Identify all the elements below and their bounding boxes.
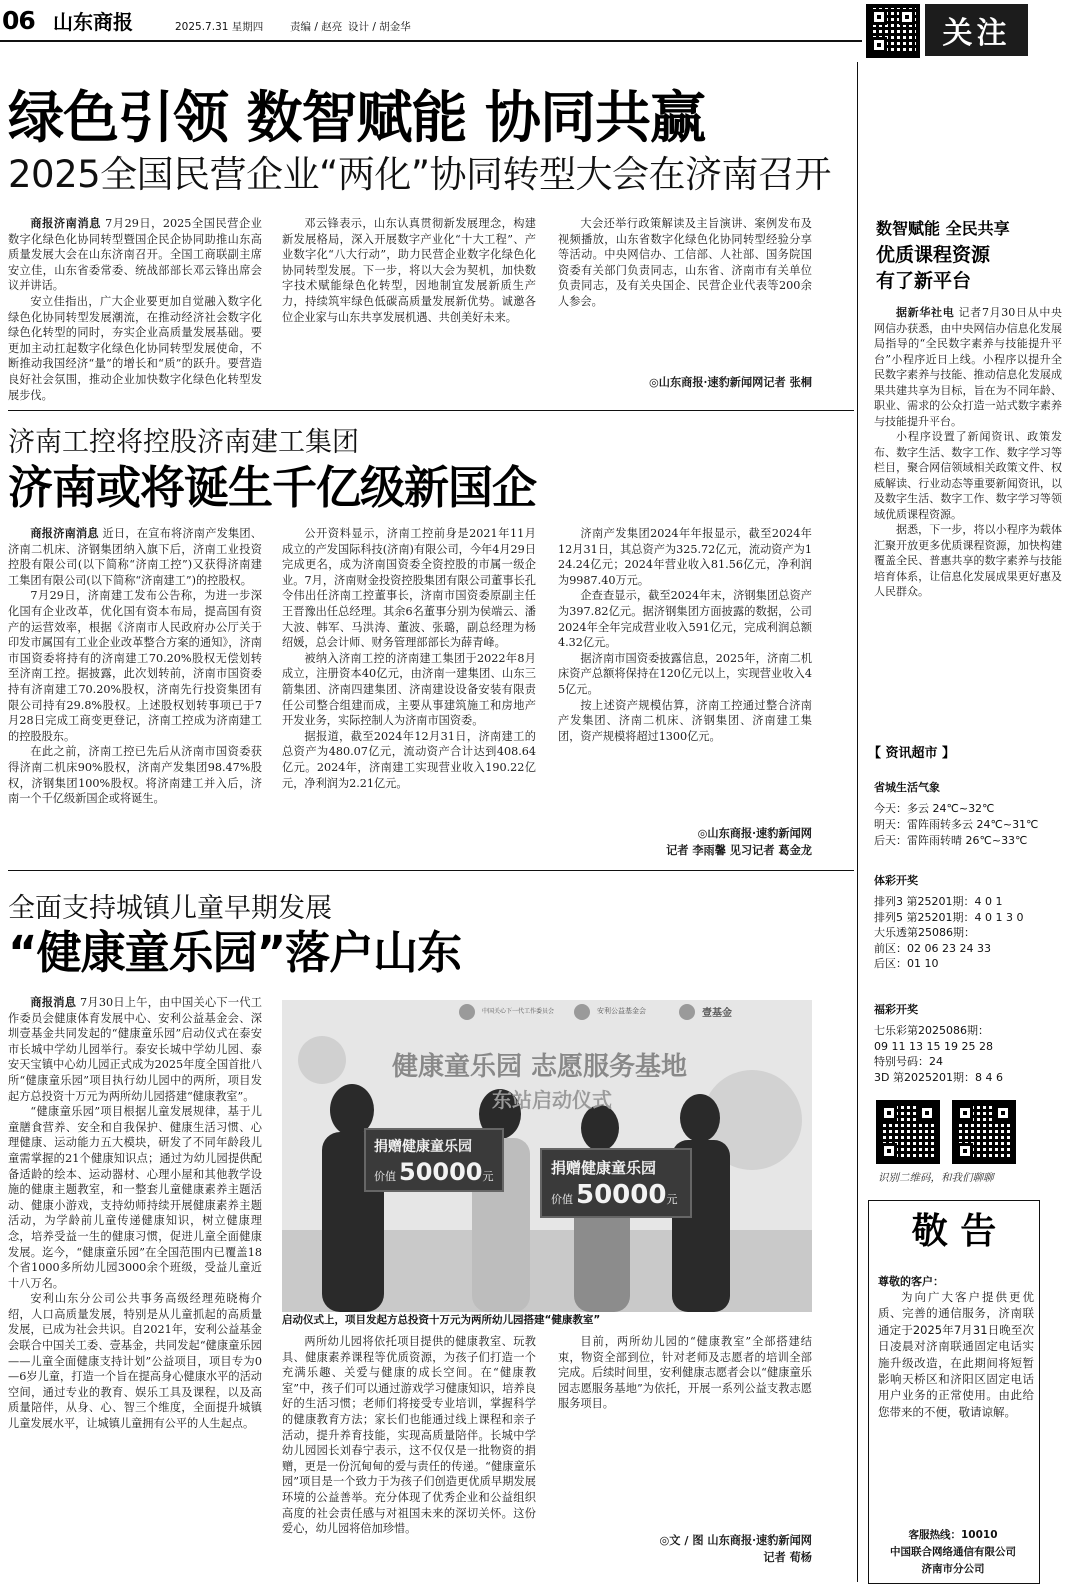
article1-col2 — [282, 216, 536, 403]
lottery-item: 前区：02 06 23 24 33 — [874, 941, 991, 955]
article2-paragraph: 被纳入济南工控的济南建工集团于2022年8月成立，注册资本40亿元，由济南一建集团、山东三箭集团、济南四建集团、济南建设设备安装有限责任公司整合组建而成，主要从事建筑施工和房地产开发业务，实际控制人为济南市国资委。 — [282, 651, 536, 728]
welfare-lottery-title: 福彩开奖 — [874, 1003, 918, 1016]
article2-kicker: 济南工控将控股济南建工集团 — [8, 427, 359, 458]
article1-lead: 商报济南消息 — [30, 216, 101, 230]
article3-col2 — [282, 1334, 536, 1580]
newspaper-name: 山东商报 — [53, 10, 133, 34]
sidebar-article-title: 数智赋能 全民共享 — [876, 219, 1010, 238]
app-qr-code — [952, 1100, 1016, 1164]
article1-paragraph: 安立佳指出，广大企业要更加自觉融入数字化绿色化协同转型发展潮流，在推动经济社会数字化绿色化转型的同时，夯实企业高质量发展基础。要更加主动扛起数字化绿色化协同转型发展使命，不断推动我国经济“量”的增长和“质”的跃升。要营造良好社会氛围，推动企业加快数字化绿色化转型发展步伐。 — [8, 294, 262, 402]
weather-item: 后天：雷阵雨转晴 26℃~33℃ — [874, 834, 1028, 847]
article1-subtitle: 2025全国民营企业“两化”协同转型大会在济南召开 — [8, 153, 831, 196]
article2-paragraph: 据报道，截至2024年12月31日，济南建工的总资产为480.07亿元，流动资产合计达到408.64亿元。2024年，济南建工实现营业收入190.22亿元，净利润为2.21亿元。 — [282, 729, 536, 790]
sports-lottery-title: 体彩开奖 — [874, 874, 918, 887]
article2-paragraph: 企查查显示，截至2024年末，济钢集团总资产为397.82亿元。据济钢集团方面披露的数据，公司2024年全年完成营业收入591亿元，完成利润总额4.32亿元。 — [558, 589, 812, 650]
sidebar-article-lead: 据新华社电 — [896, 306, 955, 319]
photo-backdrop-banner: 东站启动仪式 — [492, 1088, 612, 1112]
notice-body — [878, 1289, 1034, 1497]
section-tag-label: 关注 — [942, 16, 1011, 51]
notice-company: 中国联合网络通信有限公司 — [890, 1546, 1016, 1558]
article2-title: 济南或将诞生千亿级新国企 — [8, 461, 537, 514]
notice-box — [868, 1200, 1040, 1584]
notice-hotline: 客服热线：10010 — [908, 1529, 998, 1541]
donation-board-unit: 元 — [666, 1193, 678, 1206]
article3-col3 — [558, 1334, 812, 1514]
article3-byline: ◎文 / 图 山东商报·速豹新闻网 — [659, 1533, 812, 1547]
article2-col3 — [558, 526, 812, 826]
article1-paragraph: 邓云锋表示，山东认真贯彻新发展理念，构建新发展格局，深入开展数字产业化“十大工程”、产业数字化“八大行动”，助力民营企业数字化绿色化协同转型发展。下一步，将以大会为契机，加快数字技术赋能绿色化转型，因地制宜发展新质生产力，持续筑牢绿色低碳高质量发展新优势。诚邀各位企业家与山东共享发展机遇、共创美好未来。 — [282, 217, 536, 324]
donation-board — [364, 1128, 504, 1192]
welfare-lottery-list — [874, 1023, 1003, 1085]
column-divider — [857, 62, 858, 1582]
lottery-item: 09 11 13 15 19 25 28 — [874, 1039, 993, 1053]
article1-col3 — [558, 216, 812, 376]
section-tag — [925, 4, 1028, 56]
article2-paragraph: 据济南市国资委披露信息，2025年，济南二机床资产总额将保持在120亿元以上，实现营业收入45亿元。 — [558, 651, 812, 696]
sports-lottery-list — [874, 894, 1023, 972]
lottery-item: 排列5 第25201期：4 0 1 3 0 — [874, 910, 1024, 924]
article2-lead: 商报济南消息 — [30, 526, 99, 540]
sidebar-article-paragraph: 记者7月30日从中央网信办获悉，由中央网信办信息化发展局指导的“全民数字素养与技能提升平台”小程序近日上线。小程序以提升全民数字素养与技能、推动信息化发展成果共建共享为目标，旨在为不同年龄、职业、需求的公众打造一站式数字素养与技能提升平台。 — [874, 306, 1062, 428]
editor-credit: 责编 / 赵亮 — [290, 21, 343, 33]
wechat-qr-code — [876, 1100, 940, 1164]
sidebar-article-paragraph: 小程序设置了新闻资讯、政策发布、数字生活、数字工作、数字学习等栏目，聚合网信领域相关政策文件、权威解读、行业动态等重要新闻资讯，以及数字生活、数字工作、数字学习等领域优质课程资源。 — [874, 430, 1062, 521]
article1-paragraph: 7月29日，2025全国民营企业数字化绿色化协同转型暨国企民企协同助推山东高质量发展大会在山东济南召开。全国工商联副主席安立佳，山东省委常委、统战部部长邓云锋出席会议并讲话。 — [8, 217, 262, 293]
lottery-item: 大乐透第25086期： — [874, 926, 975, 939]
donation-board-title: 捐赠健康童乐园 — [374, 1139, 472, 1155]
article3-paragraph: “健康童乐园”项目根据儿童发展规律，基于儿童膳食营养、安全和自我保护、健康生活习惯、心理健康、运动能力五大模块，研发了不同年龄段儿童需掌握的21个健康知识点；通过为幼儿园提供配备适龄的绘本、运动器材、心理小屋和其他教学设施的健康主题教室，和一整套儿童健康素养主题活动、健康小游戏，支持幼师持续开展健康素养主题活动，为学龄前儿童传递健康知识，树立健康理念，培养受益一生的健康习惯，促进儿童全面健康发展。迄今，“健康童乐园”在全国范围内已覆盖18个省1000多所幼儿园3000余个班级，受益儿童近十八万名。 — [8, 1105, 262, 1290]
notice-paragraph: 为向广大客户提供更优质、完善的通信服务，济南联通定于2025年7月31日晚至次日凌晨对济南联通固定电话实施升级改造，在此期间将短暂影响天桥区和济阳区固定电话用户业务的正常使用。由此给您带来的不便，敬请谅解。 — [878, 1290, 1034, 1419]
notice-company: 济南市分公司 — [921, 1563, 985, 1575]
header-rule — [0, 40, 862, 42]
weather-item: 明天：雷阵雨转多云 24℃~31℃ — [874, 818, 1039, 831]
article3-paragraph: 目前，两所幼儿园的“健康教室”全部搭建结束，物资全部到位，针对老师及志愿者的培训全部完成。后续时间里，安利健康志愿者会以“健康童乐园志愿服务基地”为依托，开展一系列公益支教志愿服务项目。 — [558, 1335, 812, 1411]
photo-org-logo-text: 壹基金 — [702, 1008, 732, 1019]
photo-caption: 启动仪式上，项目发起方总投资十万元为两所幼儿园搭建“健康教室” — [282, 1314, 601, 1326]
article2-paragraph: 公开资料显示，济南工控前身是2021年11月成立的产发国际科技(济南)有限公司，今年4月29日完成更名，成为济南国资委全资控股的市属一级企业。7月，济南财金投资控股集团有限公司董事长孔令伟出任济南工控董事长，济南市国资委原副主任王晋豫出任总经理。其余6名董事分别为侯端云、潘大波、韩军、马洪涛、董波、张璐，副总经理为杨绍媛，总会计师、财务管理部部长为薛青峰。 — [282, 527, 536, 650]
photo-org-logo-text: 安利公益基金会 — [597, 1007, 646, 1015]
designer-credit: 设计 / 胡金华 — [348, 21, 411, 33]
article3-paragraph: 安利山东分公司公共事务高级经理苑晓梅介绍，人口高质量发展，特别是从儿童抓起的高质量发展，已成为社会共识。自2021年，安利公益基金会联合中国关工委、壹基金，共同发起“健康童乐园——儿童全面健康支持计划”公益项目，项目专为0—6岁儿童，打造一个旨在提高身心健康水平的活动空间，通过专业的教育、娱乐工具及课程，以及高质量陪伴，从身、心、智三个维度，全面提升城镇儿童发展水平，让城镇儿童拥有公平的人生起点。 — [8, 1292, 262, 1431]
lottery-item: 排列3 第25201期：4 0 1 — [874, 895, 1003, 908]
header-qr-code — [866, 4, 920, 58]
article1-title: 绿色引领 数智赋能 协同共赢 — [8, 86, 705, 151]
article2-paragraph: 7月29日，济南建工发布公告称，为进一步深化国有企业改革，优化国有资本布局，提高国有资产的运营效率，根据《济南市人民政府办公厅关于印发市属国有工业企业改革整合方案的通知》，济南市国资委将持有的济南建工70.20%股权无偿划转至济南工控。据披露，此次划转前，济南市国资委持有济南建工70.20%股权，济南先行投资集团有限公司持有29.8%股权。上述股权划转事项已于7月28日完成工商变更登记，济南工控成为济南建工的控股股东。 — [8, 589, 262, 743]
donation-board-unit: 元 — [482, 1170, 494, 1183]
donation-board — [540, 1148, 692, 1218]
article2-paragraph: 按上述资产规模估算，济南工控通过整合济南产发集团、济南二机床、济钢集团、济南建工集团，资产规模将超过1300亿元。 — [558, 698, 812, 743]
divider — [8, 410, 854, 411]
donation-board-value: 50000 — [399, 1158, 483, 1186]
weather-item: 今天：多云 24℃~32℃ — [874, 802, 995, 815]
lottery-item: 后区：01 10 — [874, 957, 939, 970]
donation-board-value: 50000 — [576, 1180, 667, 1210]
article2-paragraph: 济南产发集团2024年年报显示，截至2024年12月31日，其总资产为325.72亿元，流动资产为124.24亿元；2024年营业收入81.56亿元，净利润为9987.40万元。 — [558, 527, 812, 587]
lottery-item: 七乐彩第2025086期： — [874, 1024, 989, 1037]
photo-backdrop-banner: 健康童乐园 志愿服务基地 — [392, 1052, 688, 1082]
qr-caption: 识别二维码，和我们聊聊 — [878, 1172, 994, 1184]
article3-title: “健康童乐园”落户山东 — [8, 926, 462, 979]
event-photo — [282, 1000, 812, 1312]
notice-title: 敬 告 — [911, 1210, 997, 1252]
article2-col1 — [8, 526, 262, 866]
article2-paragraph: 在此之前，济南工控已先后从济南市国资委获得济南二机床90%股权，济南产发集团98.47%股权，济钢集团100%股权。将济南建工并入后，济南一个千亿级新国企或将诞生。 — [8, 745, 262, 806]
sidebar-article-paragraph: 据悉，下一步，将以小程序为载体汇聚开放更多优质课程资源，加快构建覆盖全民、普惠共享的数字素养与技能培育体系，让信息化发展成果更好惠及人民群众。 — [874, 523, 1062, 598]
donation-board-label: 价值 — [374, 1170, 396, 1183]
article3-lead: 商报消息 — [30, 995, 77, 1009]
issue-date: 2025.7.31 星期四 — [175, 21, 264, 33]
weather-list — [874, 801, 1038, 849]
article1-paragraph: 大会还举行政策解读及主旨演讲、案例发布及视频播放，山东省数字化绿色化协同转型经验分享等活动。中央网信办、工信部、人社部、国务院国资委有关部门负责同志，山东省、济南市有关单位负责同志，及有关央国企、民营企业代表等200余人参会。 — [558, 217, 812, 308]
donation-board-title: 捐赠健康童乐园 — [551, 1159, 657, 1177]
info-heading: 【 资讯超市 】 — [868, 746, 956, 761]
article3-kicker: 全面支持城镇儿童早期发展 — [8, 893, 332, 924]
page-number: 06 — [2, 6, 35, 35]
notice-salutation: 尊敬的客户： — [878, 1275, 944, 1288]
article3-paragraph: 两所幼儿园将依托项目提供的健康教室、玩教具、健康素养课程等优质资源，为孩子们打造一个充满乐趣、关爱与健康的成长空间。在“健康教室”中，孩子们可以通过游戏学习健康知识，培养良好的生活习惯；老师们将接受专业培训，掌握科学的健康教育方法；家长们也能通过线上课程和亲子活动，提升养育技能，实现高质量陪伴。长城中学幼儿园园长刘春宁表示，这不仅仅是一批物资的捐赠，更是一份沉甸甸的爱与责任的传递。“健康童乐园”项目是一个致力于为孩子们创造更优质早期发展环境的公益善举。充分体现了优秀企业和公益组织高度的社会责任感与对祖国未来的深切关怀。这份爱心，幼儿园将倍加珍惜。 — [282, 1335, 536, 1536]
article3-col1 — [8, 995, 262, 1580]
divider — [8, 870, 854, 871]
article1-col1 — [8, 216, 262, 403]
lottery-item: 3D 第2025201期：8 4 6 — [874, 1070, 1003, 1084]
article2-byline: 记者 李雨馨 见习记者 葛金龙 — [666, 843, 812, 857]
article2-byline: ◎山东商报·速豹新闻网 — [697, 826, 812, 840]
sidebar-article-title: 优质课程资源 — [876, 244, 991, 266]
article2-paragraph: 近日，在宣布将济南产发集团、济南二机床、济钢集团纳入旗下后，济南工业投资控股有限公司(以下简称“济南工控”)又获得济南建工集团有限公司(以下简称“济南建工”)的控股权。 — [8, 527, 262, 587]
lottery-item: 特别号码：24 — [874, 1055, 943, 1068]
sidebar-article-body — [874, 305, 1062, 705]
article3-byline: 记者 荀杨 — [763, 1550, 812, 1564]
photo-org-logo-text: 中国关心下一代工作委员会 — [482, 1008, 555, 1015]
sidebar-article-title: 有了新平台 — [876, 270, 972, 292]
donation-board-label: 价值 — [551, 1193, 573, 1206]
article1-byline: ◎山东商报·速豹新闻网记者 张桐 — [649, 375, 812, 389]
weather-title: 省城生活气象 — [874, 781, 940, 794]
article3-paragraph: 7月30日上午，由中国关心下一代工作委员会健康体育发展中心、安利公益基金会、深圳壹基金共同发起的“健康童乐园”启动仪式在泰安市长城中学幼儿园举行。泰安长城中学幼儿园、泰安天宝镇中心幼儿园正式成为2025年度全国首批八所“健康童乐园”项目执行幼儿园中的两所，项目发起方总投资十万元为两所幼儿园搭建“健康教室”。 — [8, 996, 262, 1103]
article2-col2 — [282, 526, 536, 866]
